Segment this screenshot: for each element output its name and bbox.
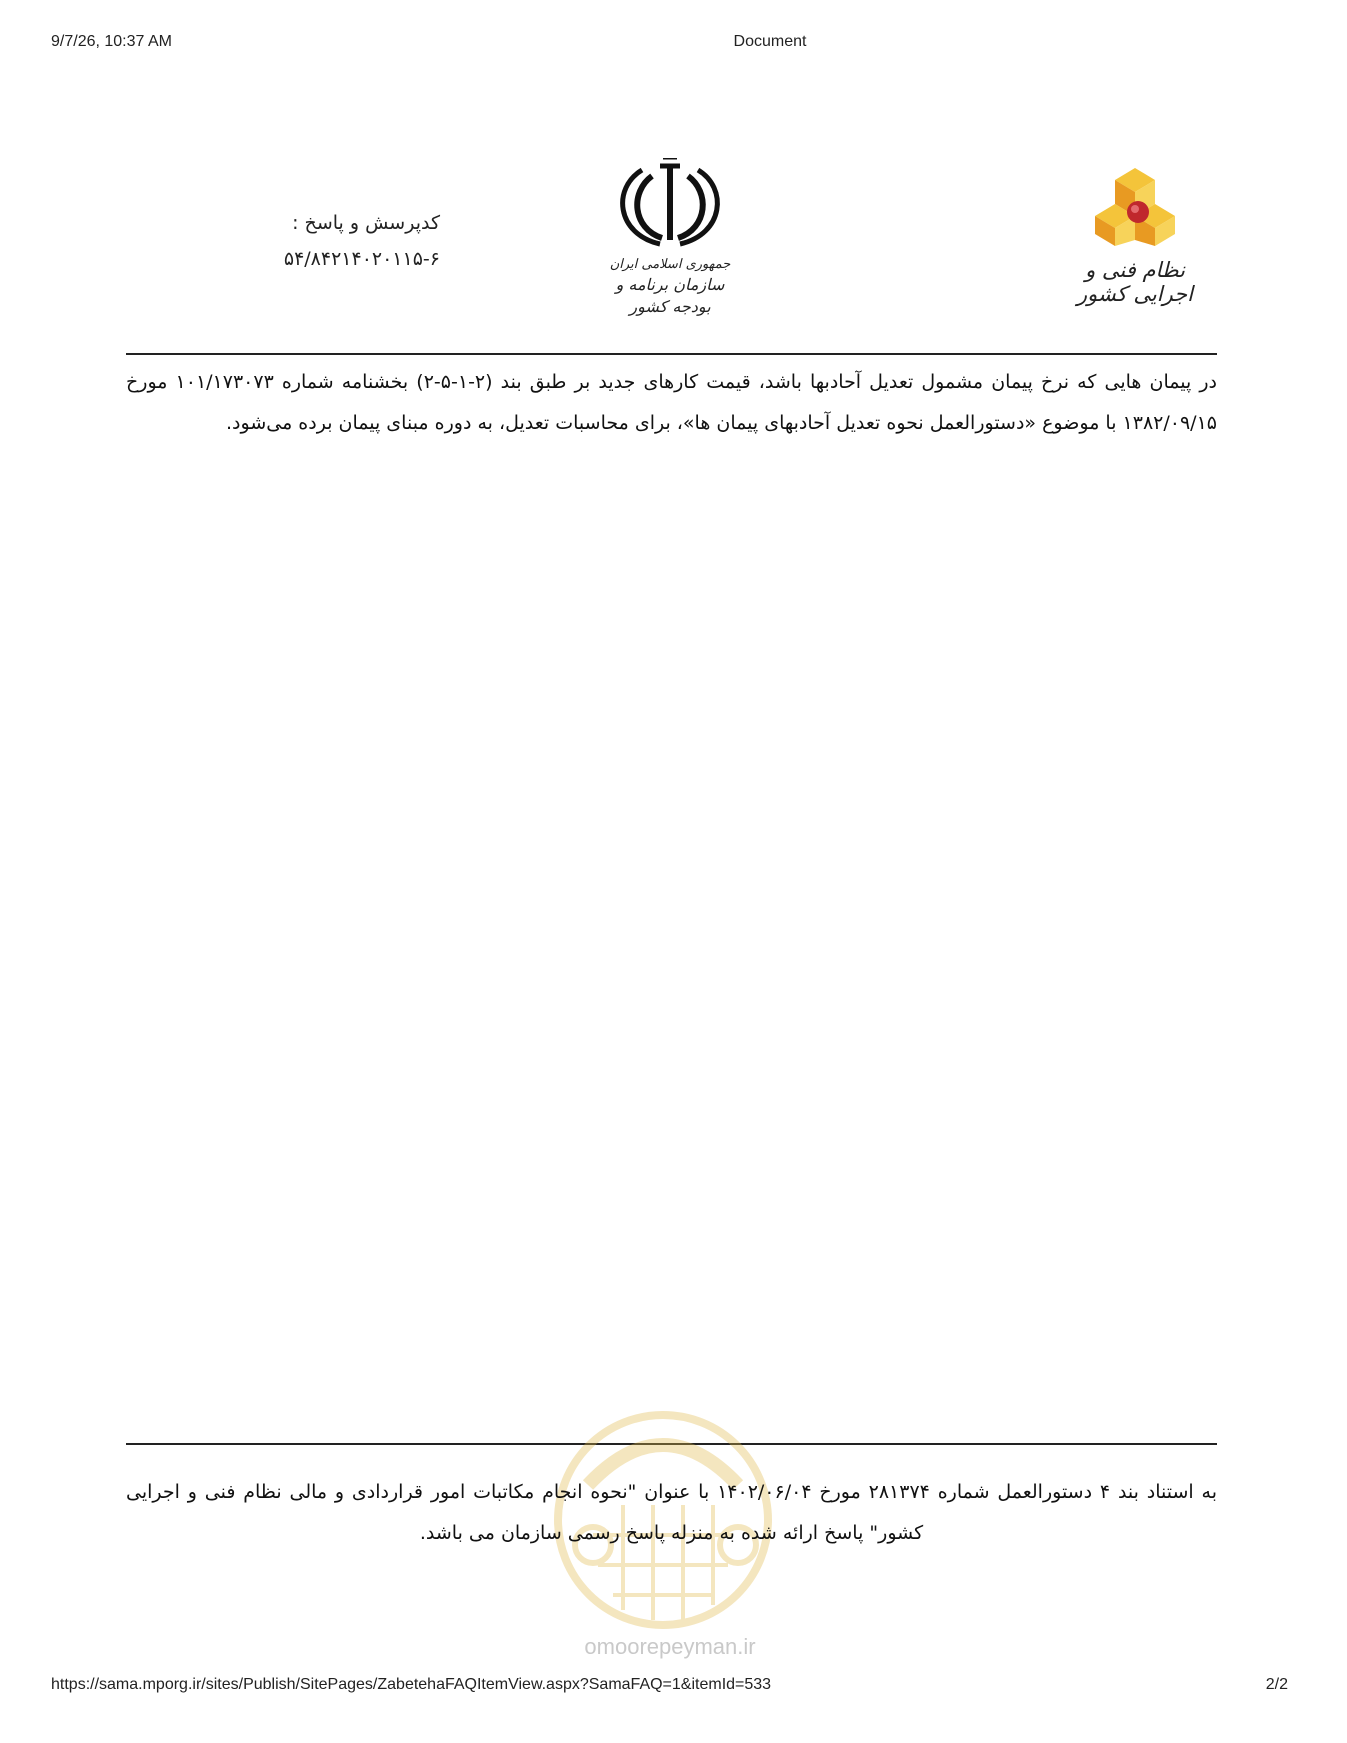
print-title: Document — [733, 33, 807, 50]
emblem-caption-line1: جمهوری اسلامی ایران — [609, 257, 731, 272]
print-page-number: 2/2 — [1265, 1676, 1288, 1693]
faq-code-label: کدپرسش و پاسخ : — [292, 212, 440, 234]
official-answer-note: به استناد بند ۴ دستورالعمل شماره ۲۸۱۳۷۴ مورخ ۱۴۰۲/۰۶/۰۴ با عنوان "نحوه انجام مکاتبات امور قراردادی و مالی نظام فنی و اجرایی کشور" پاسخ ارائه شده به منزله پاسخ رسمی سازمان می باشد. — [126, 1481, 1217, 1544]
emblem-caption-line2: سازمان برنامه و بودجه کشور — [615, 275, 725, 316]
faq-code-block — [240, 205, 440, 277]
watermark-url: omoorepeyman.ir — [584, 1634, 756, 1659]
faq-code-value: ۵۴/۸۴۲۱۴۰۲۰۱۱۵-۶ — [283, 248, 440, 270]
nezam-fanni-caption: نظام فنی و اجرایی کشور — [1077, 258, 1193, 306]
answer-text: در پیمان هایی که نرخ پیمان مشمول تعدیل آحادبها باشد، قیمت کارهای جدید بر طبق بند (۲-۱-۵-۲) بخشنامه شماره ۱۰۱/۱۷۳۰۷۳ مورخ ۱۳۸۲/۰۹/۱۵ با موضوع «دستورالعمل نحوه تعدیل آحادبهای پیمان ها»، برای محاسبات تعدیل، به دوره مبنای پیمان برده می‌شود. — [126, 371, 1217, 434]
iran-emblem-logo — [600, 158, 740, 316]
iran-emblem-icon — [600, 158, 740, 250]
nezam-fanni-logo — [1060, 160, 1210, 306]
cubes-icon — [1060, 160, 1210, 250]
print-datetime: 9/7/26, 10:37 AM — [51, 33, 172, 50]
top-divider — [126, 353, 1217, 355]
print-url: https://sama.mporg.ir/sites/Publish/SitePages/ZabetehaFAQItemView.aspx?SamaFAQ=1&itemId=533 — [51, 1676, 772, 1693]
